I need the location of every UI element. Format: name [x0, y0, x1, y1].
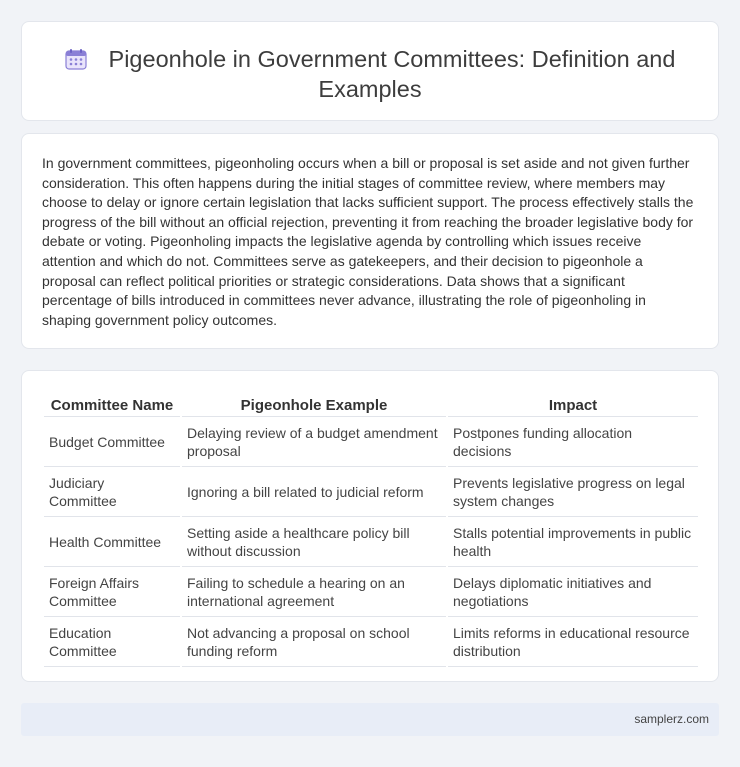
- committee-table: [42, 391, 700, 669]
- committee-name-cell: Health Committee: [44, 519, 180, 567]
- impact-cell: Limits reforms in educational resource distribution: [448, 619, 698, 667]
- table-row: [44, 619, 698, 667]
- title-card: [21, 21, 719, 121]
- table-row: [44, 469, 698, 517]
- intro-paragraph: In government committees, pigeonholing occurs when a bill or proposal is set aside and not given further consideration. This often happens during the initial stages of committee review, where members may choose to delay or ignore certain legislation that lacks sufficient support. The process effectively stalls the progress of the bill without an official rejection, preventing it from reaching the broader legislative body for debate or voting. Pigeonholing impacts the legislative agenda by controlling which issues receive attention and which do not. Committees serve as gatekeepers, and their decision to pigeonhole a proposal can reflect political priorities or strategic considerations. Data shows that a significant percentage of bills introduced in committees never advance, illustrating the role of pigeonholing in shaping government policy outcomes.: [42, 155, 694, 328]
- intro-card: [21, 133, 719, 349]
- committee-name-cell: Budget Committee: [44, 419, 180, 467]
- footer-bar: [21, 703, 719, 736]
- committee-name-cell: Education Committee: [44, 619, 180, 667]
- column-header-example: Pigeonhole Example: [182, 393, 446, 417]
- footer-site-link[interactable]: samplerz.com: [634, 712, 709, 726]
- impact-cell: Postpones funding allocation decisions: [448, 419, 698, 467]
- calendar-icon: [65, 47, 87, 69]
- committee-name-cell: Judiciary Committee: [44, 469, 180, 517]
- table-card: [21, 370, 719, 682]
- impact-cell: Delays diplomatic initiatives and negotiations: [448, 569, 698, 617]
- example-cell: Ignoring a bill related to judicial reform: [182, 469, 446, 517]
- table-header-row: [44, 393, 698, 417]
- column-header-impact: Impact: [448, 393, 698, 417]
- impact-cell: Prevents legislative progress on legal system changes: [448, 469, 698, 517]
- example-cell: Setting aside a healthcare policy bill without discussion: [182, 519, 446, 567]
- impact-cell: Stalls potential improvements in public health: [448, 519, 698, 567]
- table-row: [44, 569, 698, 617]
- example-cell: Failing to schedule a hearing on an international agreement: [182, 569, 446, 617]
- page-title: Pigeonhole in Government Committees: Definition and Examples: [108, 46, 676, 102]
- table-row: [44, 419, 698, 467]
- example-cell: Delaying review of a budget amendment proposal: [182, 419, 446, 467]
- committee-name-cell: Foreign Affairs Committee: [44, 569, 180, 617]
- example-cell: Not advancing a proposal on school funding reform: [182, 619, 446, 667]
- column-header-committee: Committee Name: [44, 393, 180, 417]
- title-wrap: [22, 44, 718, 104]
- table-row: [44, 519, 698, 567]
